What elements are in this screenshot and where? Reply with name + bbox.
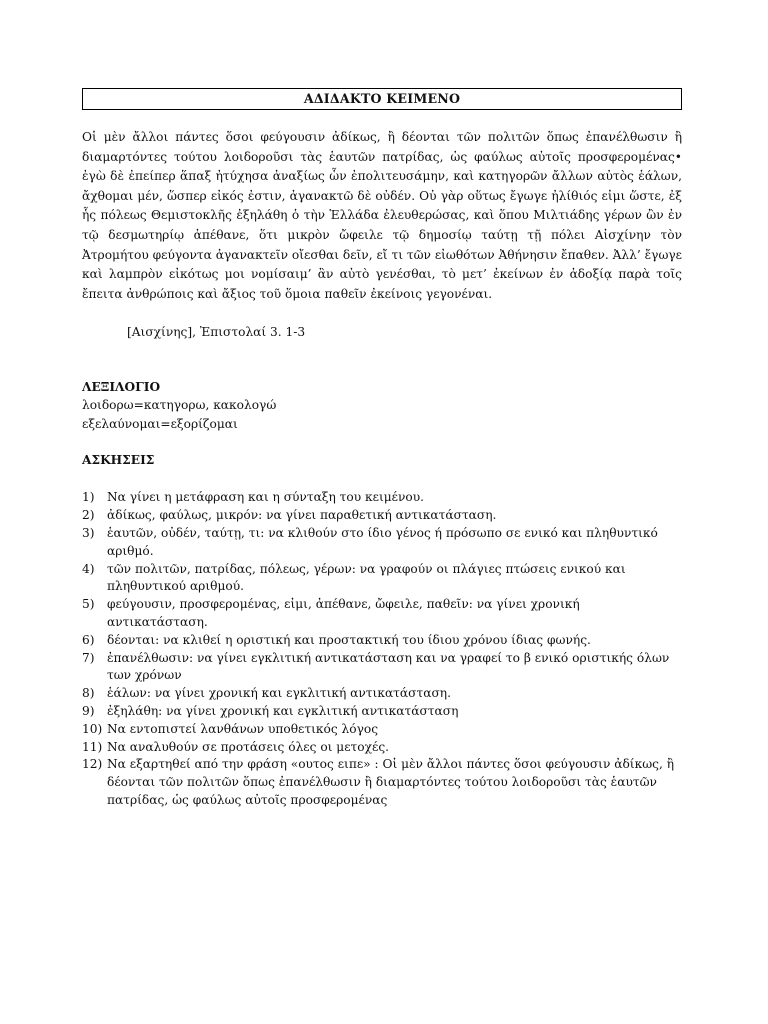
- exercise-item: [82, 507, 682, 525]
- exercise-item: [82, 739, 682, 757]
- exercise-item: [82, 561, 682, 597]
- exercise-number: 12): [82, 757, 103, 772]
- exercise-text: Να γίνει η μετάφραση και η σύνταξη του κειμένου.: [107, 490, 425, 505]
- lexicon-entry: εξελαύνομαι=εξορίζομαι: [82, 416, 238, 431]
- lexicon-title: ΛΕΞΙΛΟΓΙΟ: [82, 380, 161, 395]
- exercises-list: [82, 489, 682, 809]
- exercise-text: Να εξαρτηθεί από την φράση «ουτος ειπε» : Οἱ μὲν ἄλλοι πάντες ὅσοι φεύγουσιν ἀδίκως, ἢ δέονται τῶν πολιτῶν ὅπως ἐπανέλθωσιν ἢ διαμαρτόντες τούτου λοιδοροῦσι τὰς ἑαυτῶν πατρίδας, ὡς φαύλως αὐτοῖς προσφερομένας: [107, 757, 675, 807]
- exercise-number: 6): [82, 632, 95, 647]
- exercise-text: ἐξηλάθη: να γίνει χρονική και εγκλιτική αντικατάσταση: [107, 703, 459, 718]
- exercise-number: 3): [82, 525, 95, 540]
- passage-source: [Αισχίνης], Ἐπιστολαί 3. 1-3: [127, 325, 306, 340]
- exercise-text: ἀδίκως, φαύλως, μικρόν: να γίνει παραθετική αντικατάσταση.: [107, 508, 497, 523]
- exercise-item: [82, 596, 682, 632]
- document-page: [82, 88, 682, 810]
- exercise-text: ἑαυτῶν, οὐδέν, ταύτῃ, τι: να κλιθούν στο ίδιο γένος ή πρόσωπο σε ενικό και πληθυντικό αριθμό.: [107, 525, 658, 558]
- exercise-number: 2): [82, 508, 95, 523]
- exercise-number: 9): [82, 703, 95, 718]
- exercise-number: 8): [82, 686, 95, 701]
- exercise-item: [82, 650, 682, 686]
- exercise-item: [82, 756, 682, 809]
- ancient-greek-passage: Οἱ μὲν ἄλλοι πάντες ὅσοι φεύγουσιν ἀδίκως, ἢ δέονται τῶν πολιτῶν ὅπως ἐπανέλθωσιν ἢ διαμαρτόντες τούτου λοιδοροῦσι τὰς ἑαυτῶν πατρίδας, ὡς φαύλως αὐτοῖς προσφερομένας• ἐγὼ δὲ ἐπείπερ ἅπαξ ἠτύχησα ἀναξίως ὧν ἐπολιτευσάμην, καὶ κατηγορῶν ἄλλων αὐτὸς ἑάλων, ἄχθομαι μέν, ὥσπερ εἰκός ἐστιν, ἀγανακτῶ δὲ οὐδέν. Οὐ γὰρ οὕτως ἔγωγε ἠλίθιός εἰμι ὥστε, ἐξ ἧς πόλεως Θεμιστοκλῆς ἐξηλάθη ὁ τὴν Ἑλλάδα ἐλευθερώσας, καὶ ὅπου Μιλτιάδης γέρων ὢν ἐν τῷ δεσμωτηρίῳ ἀπέθανε, ὅτι μικρὸν ὤφειλε τῷ δημοσίῳ ταύτῃ τῇ πόλει Αἰσχίνην τὸν Ἀτρομήτου φεύγοντα ἀγανακτεῖν οἴεσθαι δεῖν, εἴ τι τῶν εἰωθότων Ἀθήνησιν ἔπαθεν. Ἀλλ’ ἔγωγε καὶ λαμπρὸν εἰκότως μοι νομίσαιμ’ ἂν αὐτὸ γενέσθαι, τὸ μετ’ ἐκείνων ἐν ἀδοξίᾳ παρὰ τοῖς ἔπειτα ἀνθρώποις καὶ ἄξιος τοῦ ὅμοια παθεῖν ἐκείνοις γεγονέναι.: [82, 130, 682, 301]
- exercise-text: Να εντοπιστεί λανθάνων υποθετικός λόγος: [107, 721, 379, 736]
- exercise-text: ἑάλων: να γίνει χρονική και εγκλιτική αντικατάσταση.: [107, 686, 451, 701]
- lexicon-entry: λοιδορω=κατηγορω, κακολογώ: [82, 398, 277, 413]
- exercises-title: ΑΣΚΗΣΕΙΣ: [82, 453, 155, 468]
- lexicon-section: [82, 378, 682, 433]
- exercise-item: [82, 721, 682, 739]
- exercise-item: [82, 703, 682, 721]
- exercise-text: φεύγουσιν, προσφερομένας, εἰμι, ἀπέθανε, ὤφειλε, παθεῖν: να γίνει χρονική αντικατάσταση.: [107, 597, 580, 629]
- exercise-number: 7): [82, 650, 95, 665]
- exercise-number: 5): [82, 597, 95, 612]
- exercise-item: [82, 489, 682, 507]
- exercise-item: [82, 685, 682, 703]
- exercise-text: δέονται: να κλιθεί η οριστική και προστακτική του ίδιου χρόνου ίδιας φωνής.: [107, 632, 591, 647]
- exercise-number: 1): [82, 490, 95, 505]
- document-title: ΑΔΙΔΑΚΤΟ ΚΕΙΜΕΝΟ: [82, 88, 682, 110]
- exercise-text: τῶν πολιτῶν, πατρίδας, πόλεως, γέρων: να γραφούν οι πλάγιες πτώσεις ενικού και πληθυντικού αριθμού.: [107, 561, 626, 594]
- exercise-number: 10): [82, 721, 103, 736]
- exercise-text: Να αναλυθούν σε προτάσεις όλες οι μετοχές.: [107, 739, 390, 754]
- exercise-item: [82, 632, 682, 650]
- exercise-item: [82, 525, 682, 561]
- exercise-number: 4): [82, 561, 95, 576]
- exercise-text: ἐπανέλθωσιν: να γίνει εγκλιτική αντικατάσταση και να γραφεί το β ενικό οριστικής όλων των χρόνων: [107, 650, 670, 683]
- exercise-number: 11): [82, 739, 103, 754]
